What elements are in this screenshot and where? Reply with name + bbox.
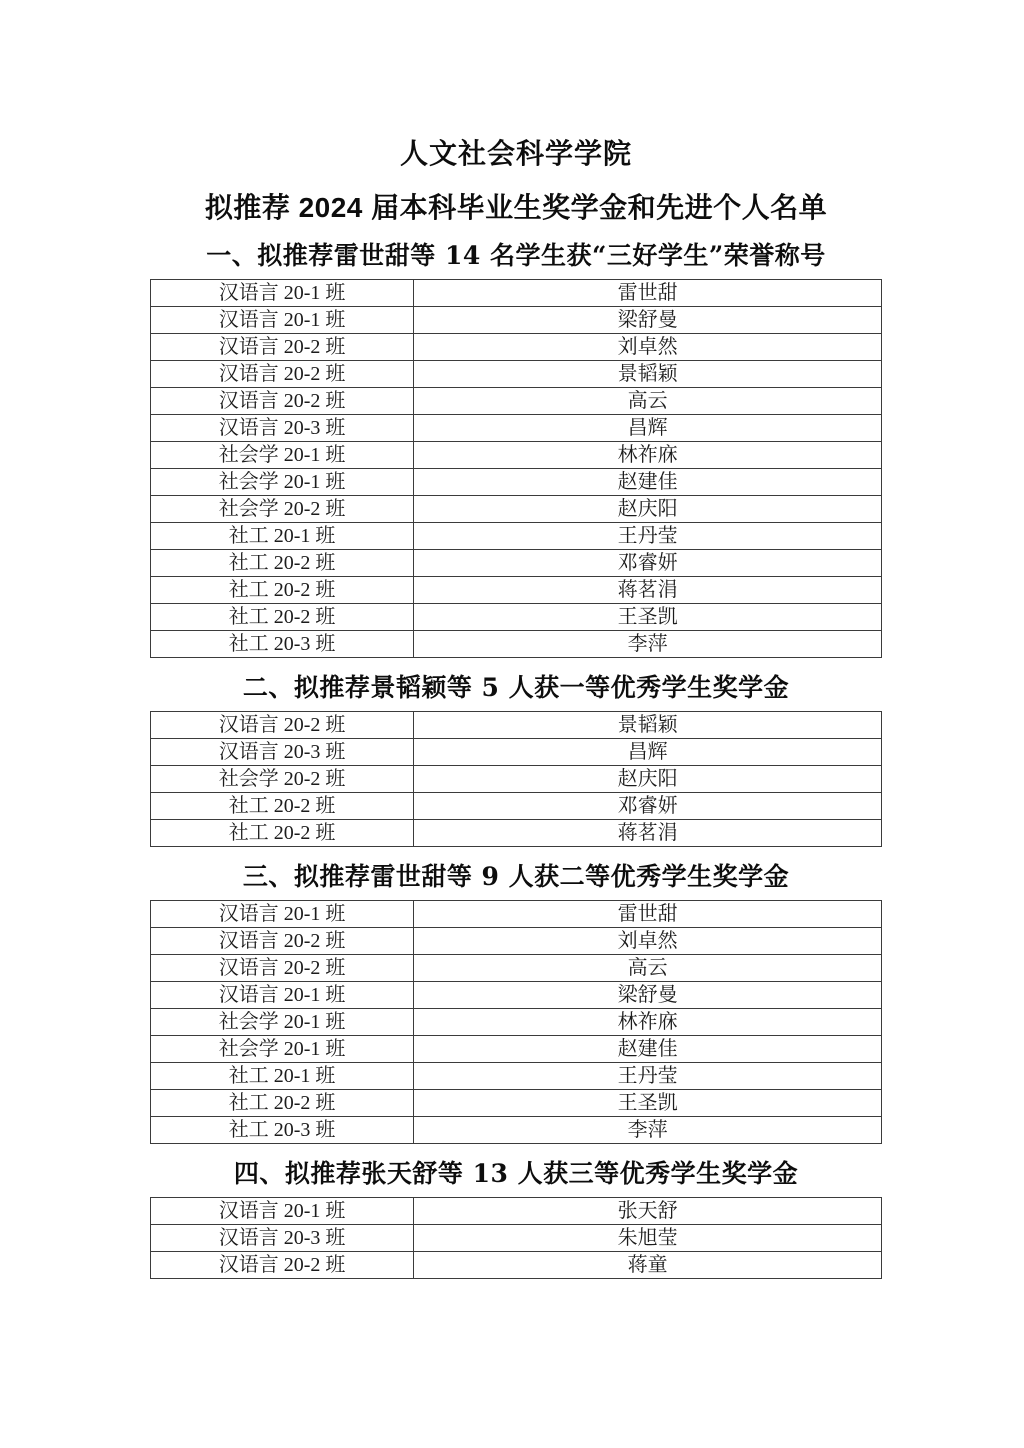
table-row <box>151 928 882 955</box>
student-name-cell: 蒋茗涓 <box>414 820 882 847</box>
document-title: 人文社会科学学院 <box>399 138 632 169</box>
table-row <box>151 820 882 847</box>
award-table-3 <box>150 900 882 1144</box>
class-cell: 社工 20-2 班 <box>151 820 414 847</box>
section-heading-3: 三、拟推荐雷世甜等 9 人获二等优秀学生奖学金 <box>242 862 790 892</box>
document-subtitle: 拟推荐 2024 届本科毕业生奖学金和先进个人名单 <box>204 192 828 224</box>
table-row <box>151 631 882 658</box>
class-cell: 汉语言 20-1 班 <box>151 280 414 307</box>
class-cell: 汉语言 20-2 班 <box>151 928 414 955</box>
student-name-cell: 昌辉 <box>414 415 882 442</box>
table-row <box>151 577 882 604</box>
class-cell: 社工 20-2 班 <box>151 1090 414 1117</box>
class-cell: 汉语言 20-1 班 <box>151 901 414 928</box>
table-row <box>151 361 882 388</box>
table-row <box>151 442 882 469</box>
student-name-cell: 刘卓然 <box>414 334 882 361</box>
student-name-cell: 高云 <box>414 388 882 415</box>
class-cell: 社会学 20-1 班 <box>151 442 414 469</box>
table-row <box>151 1117 882 1144</box>
class-cell: 社工 20-3 班 <box>151 631 414 658</box>
student-name-cell: 李萍 <box>414 1117 882 1144</box>
class-cell: 汉语言 20-2 班 <box>151 955 414 982</box>
table-row <box>151 307 882 334</box>
student-name-cell: 蒋童 <box>414 1252 882 1279</box>
student-name-cell: 赵庆阳 <box>414 766 882 793</box>
section-first-class-scholarship <box>150 673 882 847</box>
class-cell: 社工 20-1 班 <box>151 523 414 550</box>
section-heading-4: 四、拟推荐张天舒等 13 人获三等优秀学生奖学金 <box>233 1159 799 1189</box>
class-cell: 汉语言 20-2 班 <box>151 388 414 415</box>
class-cell: 汉语言 20-3 班 <box>151 415 414 442</box>
student-name-cell: 高云 <box>414 955 882 982</box>
class-cell: 汉语言 20-2 班 <box>151 1252 414 1279</box>
table-row <box>151 739 882 766</box>
class-cell: 社工 20-3 班 <box>151 1117 414 1144</box>
student-name-cell: 昌辉 <box>414 739 882 766</box>
student-name-cell: 梁舒曼 <box>414 307 882 334</box>
class-cell: 社会学 20-1 班 <box>151 469 414 496</box>
table-row <box>151 523 882 550</box>
table-row <box>151 982 882 1009</box>
student-name-cell: 景韬颖 <box>414 712 882 739</box>
student-name-cell: 赵庆阳 <box>414 496 882 523</box>
class-cell: 社会学 20-2 班 <box>151 766 414 793</box>
student-name-cell: 林祚庥 <box>414 442 882 469</box>
class-cell: 汉语言 20-3 班 <box>151 1225 414 1252</box>
class-cell: 社工 20-2 班 <box>151 793 414 820</box>
table-row <box>151 415 882 442</box>
table-row <box>151 766 882 793</box>
student-name-cell: 林祚庥 <box>414 1009 882 1036</box>
student-name-cell: 王圣凯 <box>414 1090 882 1117</box>
class-cell: 汉语言 20-1 班 <box>151 982 414 1009</box>
student-name-cell: 张天舒 <box>414 1198 882 1225</box>
class-cell: 汉语言 20-1 班 <box>151 307 414 334</box>
table-row <box>151 712 882 739</box>
class-cell: 社会学 20-1 班 <box>151 1009 414 1036</box>
table-row <box>151 1198 882 1225</box>
award-table-1 <box>150 279 882 658</box>
table-row <box>151 496 882 523</box>
class-cell: 社会学 20-2 班 <box>151 496 414 523</box>
table-row <box>151 550 882 577</box>
student-name-cell: 刘卓然 <box>414 928 882 955</box>
class-cell: 社工 20-2 班 <box>151 604 414 631</box>
student-name-cell: 梁舒曼 <box>414 982 882 1009</box>
student-name-cell: 王圣凯 <box>414 604 882 631</box>
class-cell: 社工 20-1 班 <box>151 1063 414 1090</box>
class-cell: 汉语言 20-2 班 <box>151 712 414 739</box>
section-heading-1: 一、拟推荐雷世甜等 14 名学生获“三好学生”荣誉称号 <box>206 241 826 271</box>
table-row <box>151 334 882 361</box>
class-cell: 汉语言 20-2 班 <box>151 334 414 361</box>
student-name-cell: 王丹莹 <box>414 1063 882 1090</box>
student-name-cell: 蒋茗涓 <box>414 577 882 604</box>
student-name-cell: 景韬颖 <box>414 361 882 388</box>
student-name-cell: 赵建佳 <box>414 1036 882 1063</box>
section-second-class-scholarship <box>150 862 882 1144</box>
student-name-cell: 王丹莹 <box>414 523 882 550</box>
student-name-cell: 雷世甜 <box>414 280 882 307</box>
class-cell: 汉语言 20-3 班 <box>151 739 414 766</box>
section-third-class-scholarship <box>150 1159 882 1279</box>
table-row <box>151 901 882 928</box>
student-name-cell: 雷世甜 <box>414 901 882 928</box>
class-cell: 汉语言 20-2 班 <box>151 361 414 388</box>
student-name-cell: 朱旭莹 <box>414 1225 882 1252</box>
award-table-4 <box>150 1197 882 1279</box>
class-cell: 社会学 20-1 班 <box>151 1036 414 1063</box>
table-row <box>151 1036 882 1063</box>
table-row <box>151 1009 882 1036</box>
table-row <box>151 604 882 631</box>
student-name-cell: 邓睿妍 <box>414 550 882 577</box>
section-sanhao-honor <box>150 241 882 658</box>
table-row <box>151 388 882 415</box>
student-name-cell: 李萍 <box>414 631 882 658</box>
table-row <box>151 280 882 307</box>
table-row <box>151 1252 882 1279</box>
table-row <box>151 1090 882 1117</box>
table-row <box>151 469 882 496</box>
class-cell: 汉语言 20-1 班 <box>151 1198 414 1225</box>
table-row <box>151 1225 882 1252</box>
section-heading-2: 二、拟推荐景韬颖等 5 人获一等优秀学生奖学金 <box>242 673 790 703</box>
class-cell: 社工 20-2 班 <box>151 577 414 604</box>
table-row <box>151 955 882 982</box>
table-row <box>151 1063 882 1090</box>
student-name-cell: 邓睿妍 <box>414 793 882 820</box>
table-row <box>151 793 882 820</box>
award-table-2 <box>150 711 882 847</box>
student-name-cell: 赵建佳 <box>414 469 882 496</box>
class-cell: 社工 20-2 班 <box>151 550 414 577</box>
